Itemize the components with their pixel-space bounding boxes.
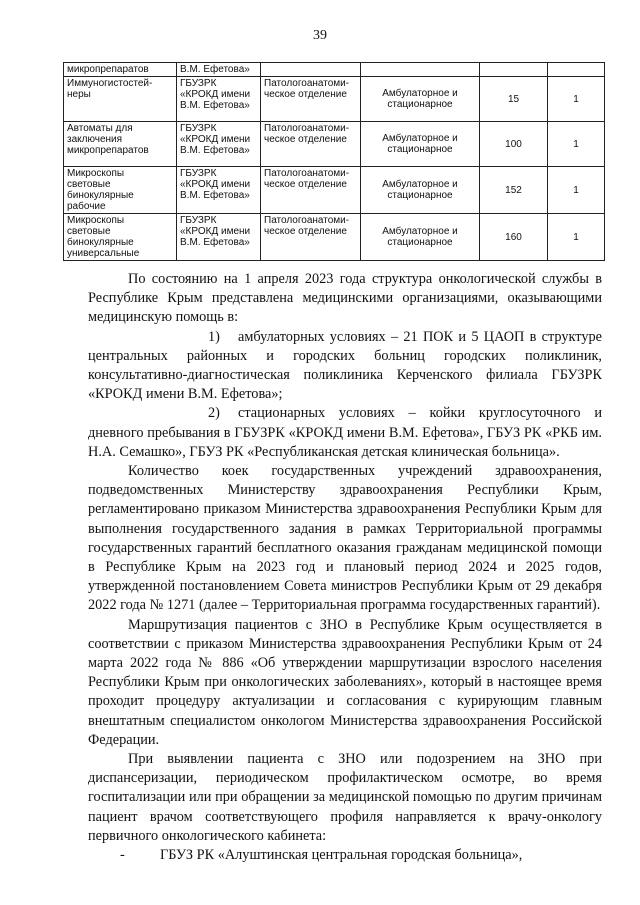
table-cell-care [361, 63, 480, 77]
table-cell-count [548, 63, 605, 77]
table-row [64, 214, 605, 261]
page-number: 39 [313, 28, 327, 43]
table-cell-qty: 152 [480, 167, 548, 214]
list-text: стационарных условиях – койки круглосуточного и дневного пребывания в ГБУЗРК «КРОКД имени В.М. Ефетова», ГБУЗ РК «РКБ им. Н.А. Семашко», ГБУЗ РК «Республиканская детская клиническая больница». [88, 405, 602, 460]
table-cell-count: 1 [548, 214, 605, 261]
table-cell-dept: Патологоанатоми- ческое отделение [261, 77, 361, 122]
table-cell-care: Амбулаторное и стационарное [361, 77, 480, 122]
table-cell-org: ГБУЗРК «КРОКД имени В.М. Ефетова» [177, 122, 261, 167]
table-row [64, 167, 605, 214]
equipment-table [63, 62, 605, 261]
list-item-inpatient [88, 404, 602, 462]
paragraph-structure: По состоянию на 1 апреля 2023 года структура онкологической службы в Республике Крым представлена медицинскими организациями, оказывающими медицинскую помощь в: [88, 271, 602, 326]
table-cell-org: ГБУЗРК «КРОКД имени В.М. Ефетова» [177, 77, 261, 122]
table-cell-name: Автоматы для заключения микропрепаратов [64, 122, 177, 167]
table-cell-count: 1 [548, 167, 605, 214]
table-cell-qty [480, 63, 548, 77]
table-row [64, 122, 605, 167]
table-cell-care: Амбулаторное и стационарное [361, 167, 480, 214]
list-number: 2) [208, 405, 220, 422]
table-cell-qty: 15 [480, 77, 548, 122]
table-cell-qty: 100 [480, 122, 548, 167]
table-cell-qty: 160 [480, 214, 548, 261]
paragraph-beds: Количество коек государственных учреждений здравоохранения, подведомственных Министерству здравоохранения Республики Крым, регламентировано приказом Министерства здравоохранения Республики Крым для выполнения государственного задания в рамках Территориальной программы государственных гарантий бесплатного оказания гражданам медицинской помощи в Республике Крым на 2023 год и плановый период 2024 и 2025 годов, утвержденной постановлением Совета министров Республики Крым от 29 декабря 2022 года № 1271 (далее – Территориальная программа государственных гарантий). [88, 463, 602, 614]
table-cell-name: Микроскопы световые бинокулярные рабочие [64, 167, 177, 214]
table-row [64, 63, 605, 77]
list-item-alushta [88, 846, 602, 865]
table-cell-org: ГБУЗРК «КРОКД имени В.М. Ефетова» [177, 167, 261, 214]
table-cell-name: Иммуногистостей- неры [64, 77, 177, 122]
table-cell-dept [261, 63, 361, 77]
table-cell-org: ГБУЗРК «КРОКД имени В.М. Ефетова» [177, 214, 261, 261]
dash-marker: - [120, 847, 125, 864]
table-cell-org: В.М. Ефетова» [177, 63, 261, 77]
list-text: амбулаторных условиях – 21 ПОК и 5 ЦАОП в структуре центральных районных и городских больниц городских поликлиник, консультативно-диагностическая поликлиника Керченского филиала ГБУЗРК «КРОКД имени В.М. Ефетова»; [88, 328, 602, 403]
table-cell-care: Амбулаторное и стационарное [361, 122, 480, 167]
list-text: ГБУЗ РК «Алуштинская центральная городская больница», [160, 847, 523, 864]
table-cell-count: 1 [548, 77, 605, 122]
list-item-outpatient [88, 328, 602, 405]
body-text [88, 270, 602, 865]
table-cell-name: микропрепаратов [64, 63, 177, 77]
paragraph-routing: Маршрутизация пациентов с ЗНО в Республике Крым осуществляется в соответствии с приказом Министерства здравоохранения Республики Крым от 24 марта 2022 года № 886 «Об утверждении маршрутизации взрослого населения Республики Крым при онкологических заболеваниях», который в настоящее время проходит процедуру актуализации и согласования с курирующим главным внештатным специалистом онкологом Министерства здравоохранения Российской Федерации. [88, 616, 602, 748]
table-cell-dept: Патологоанатоми- ческое отделение [261, 122, 361, 167]
table-cell-count: 1 [548, 122, 605, 167]
table-cell-dept: Патологоанатоми- ческое отделение [261, 167, 361, 214]
paragraph-referral: При выявлении пациента с ЗНО или подозрением на ЗНО при диспансеризации, периодическом профилактическом осмотре, во время госпитализации или при обращении за медицинской помощью по другим причинам пациент врачом соответствующего профиля направляется к врачу-онкологу первичного онкологического кабинета: [88, 751, 602, 844]
table-cell-name: Микроскопы световые бинокулярные универсальные [64, 214, 177, 261]
list-number: 1) [208, 328, 220, 345]
table-row [64, 77, 605, 122]
table-cell-dept: Патологоанатоми- ческое отделение [261, 214, 361, 261]
table-cell-care: Амбулаторное и стационарное [361, 214, 480, 261]
